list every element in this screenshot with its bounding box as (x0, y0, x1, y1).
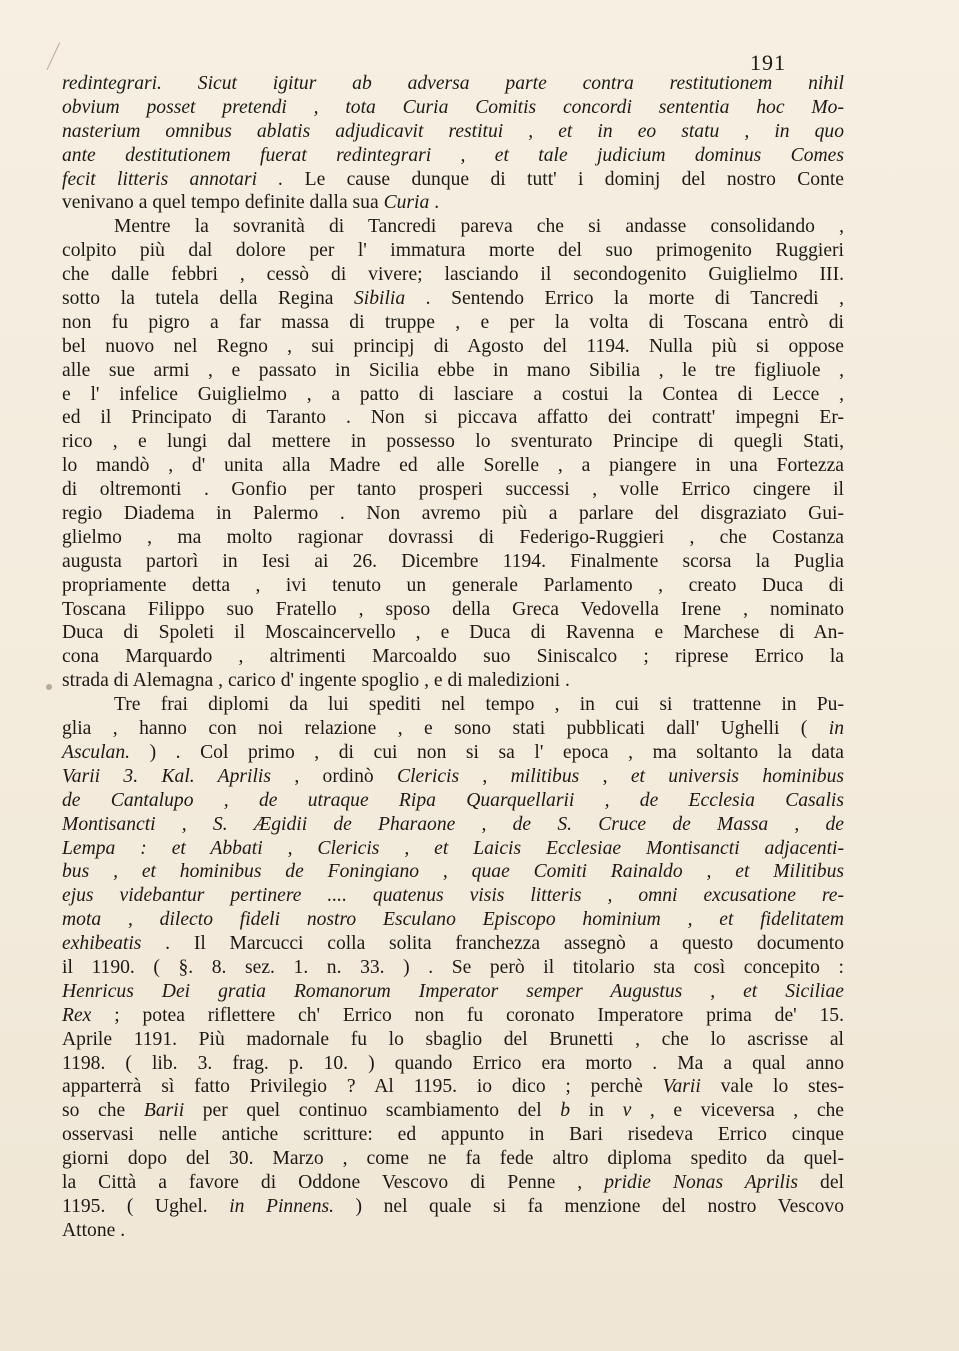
text-line (62, 406, 844, 430)
italic-text-segment: de Cantalupo , de utraque Ripa Quarquellarii , de Ecclesia Casalis (62, 789, 844, 811)
text-line (62, 621, 844, 645)
text-segment: Mentre la sovranità di Tancredi pareva che si andasse consolidando , (114, 216, 844, 238)
margin-ink-dot (46, 684, 52, 690)
text-line (62, 789, 844, 813)
text-line (62, 1123, 844, 1147)
italic-text-segment: ejus videbantur pertinere .... quatenus visis litteris , omni excusatione re- (62, 885, 844, 907)
italic-text-segment: ante destitutionem fuerat redintegrari , et tale judicium dominus Comes (62, 144, 844, 166)
text-line (62, 215, 844, 239)
text-line (62, 669, 844, 693)
text-line (62, 430, 844, 454)
text-segment: strada di Alemagna , carico d' ingente spoglio , e di maledizioni . (62, 670, 570, 692)
text-line (62, 1219, 844, 1243)
text-line (62, 1075, 844, 1099)
text-line (62, 359, 844, 383)
text-line (62, 813, 844, 837)
italic-text-segment: in (828, 718, 844, 740)
italic-text-segment: Montisancti , S. Ægidii de Pharaone , de S. Cruce de Massa , de (62, 813, 844, 835)
text-line (62, 693, 844, 717)
text-segment: sotto la tutela della Regina (62, 288, 354, 310)
body-text (62, 72, 844, 1243)
italic-text-segment: Asculan. (62, 741, 131, 763)
text-segment: del (798, 1171, 844, 1193)
italic-text-segment: Curia (383, 192, 430, 214)
text-line (62, 287, 844, 311)
italic-text-segment: militibus (510, 765, 580, 787)
text-line (62, 144, 844, 168)
text-line (62, 908, 844, 932)
text-line (62, 454, 844, 478)
text-segment: . (429, 192, 440, 214)
text-line (62, 956, 844, 980)
text-line (62, 1052, 844, 1076)
text-segment: apparterrà sì fatto Privilegio ? Al 1195. io dico ; perchè (62, 1076, 663, 1098)
text-segment: 1195. ( Ughel. (62, 1195, 230, 1217)
text-segment: 1198. ( lib. 3. frag. p. 10. ) quando Errico era morto . Ma a qual anno (62, 1052, 844, 1074)
text-line (62, 478, 844, 502)
text-line (62, 311, 844, 335)
text-segment: cona Marquardo , altrimenti Marcoaldo suo Siniscalco ; riprese Errico la (62, 646, 844, 668)
text-line (62, 598, 844, 622)
text-line (62, 1147, 844, 1171)
italic-text-segment: in Pinnens. (229, 1195, 335, 1217)
italic-text-segment: Sicut igitur ab adversa parte contra restitutionem nihil (197, 73, 844, 94)
text-segment: so che (62, 1100, 144, 1122)
text-segment: . Il Marcucci colla solita franchezza assegnò a questo documento (141, 933, 844, 955)
text-line (62, 72, 844, 96)
text-line (62, 1004, 844, 1028)
italic-text-segment: Henricus Dei gratia Romanorum Imperator semper Augustus , et Siciliae (62, 980, 844, 1002)
text-segment: , (579, 765, 631, 787)
italic-text-segment: mota , dilecto fideli nostro Esculano Episcopo hominium , et fidelitatem (62, 909, 844, 931)
text-line (62, 502, 844, 526)
text-segment: regio Diadema in Palermo . Non avremo più a parlare del disgraziato Gui- (62, 503, 844, 525)
italic-text-segment: b (560, 1100, 571, 1122)
text-segment: Toscana Filippo suo Fratello , sposo della Greca Vedovella Irene , nominato (62, 598, 844, 620)
text-line (62, 574, 844, 598)
text-line (62, 526, 844, 550)
text-segment: il 1190. ( §. 8. sez. 1. n. 33. ) . Se però il titolario sta così concepito : (62, 956, 844, 978)
text-segment: Tre frai diplomi da lui spediti nel tempo , in cui si trattenne in Pu- (114, 694, 844, 716)
text-segment: Duca di Spoleti il Moscaincervello , e Duca di Ravenna e Marchese di An- (62, 622, 844, 644)
text-segment: bel nuovo nel Regno , sui principj di Agosto del 1194. Nulla più si oppose (62, 335, 844, 357)
text-segment: lo mandò , d' unita alla Madre ed alle Sorelle , a piangere in una Fortezza (62, 455, 844, 477)
text-segment: , e viceversa , che (631, 1100, 845, 1122)
italic-text-segment: v (622, 1100, 632, 1122)
text-segment: per quel continuo scambiamento del (184, 1100, 561, 1122)
text-segment: alle sue armi , e passato in Sicilia ebbe in mano Sibilia , le tre figliuole , (62, 359, 844, 381)
text-line (62, 239, 844, 263)
italic-text-segment: Rex (62, 1004, 92, 1026)
text-line (62, 741, 844, 765)
text-segment: augusta partorì in Iesi ai 26. Dicembre 1194. Finalmente scorsa la Puglia (62, 550, 844, 572)
text-line (62, 168, 844, 192)
text-segment: osservasi nelle antiche scritture: ed appunto in Bari risedeva Errico cinque (62, 1124, 844, 1146)
text-segment: . Sentendo Errico la morte di Tancredi , (405, 288, 844, 310)
text-line (62, 884, 844, 908)
text-line (62, 1028, 844, 1052)
text-line (62, 837, 844, 861)
text-line (62, 1171, 844, 1195)
text-segment: rico , e lungi dal mettere in possesso lo sventurato Principe di quegli Stati, (62, 431, 844, 453)
text-segment: , (459, 765, 511, 787)
text-line (62, 980, 844, 1004)
text-segment: Aprile 1191. Più madornale fu lo sbaglio del Brunetti , che lo ascrisse al (62, 1028, 844, 1050)
text-line (62, 263, 844, 287)
italic-text-segment: Sibilia (353, 288, 406, 310)
text-segment: Attone . (62, 1219, 126, 1241)
text-line (62, 120, 844, 144)
text-line (62, 191, 844, 215)
text-segment: ) . Col primo , di cui non si sa l' epoca , ma soltanto la data (130, 741, 844, 763)
italic-text-segment: Barii (143, 1100, 185, 1122)
text-segment: ed il Principato di Taranto . Non si piccava affatto dei contratt' impegni Er- (62, 407, 844, 429)
text-segment: ; potea riflettere ch' Errico non fu coronato Imperatore prima de' 15. (91, 1004, 844, 1026)
italic-text-segment: exhibeatis (62, 933, 142, 955)
italic-text-segment: Clericis (397, 765, 460, 787)
text-segment: e l' infelice Guiglielmo , a patto di lasciare a costui la Contea di Lecce , (62, 383, 844, 405)
text-segment: non fu pigro a far massa di truppe , e per la volta di Toscana entrò di (62, 311, 844, 333)
text-segment: che dalle febbri , cessò di vivere; lasciando il secondogenito Guiglielmo III. (62, 264, 844, 286)
italic-text-segment: Varii 3. Kal. Aprilis (62, 765, 271, 787)
text-segment: in (570, 1100, 623, 1122)
text-line (62, 550, 844, 574)
text-segment: Le cause dunque di tutt' i dominj del nostro Conte (304, 168, 845, 190)
italic-text-segment: bus , et hominibus de Foningiano , quae Comiti Rainaldo , et Militibus (62, 861, 844, 883)
text-line (62, 932, 844, 956)
text-segment: colpito più dal dolore per l' immatura morte del suo primogenito Ruggieri (62, 240, 844, 262)
italic-text-segment: et universis hominibus (630, 765, 845, 787)
text-line (62, 1195, 844, 1219)
text-segment: venivano a quel tempo definite dalla sua (62, 192, 384, 214)
italic-text-segment: redintegrari. (62, 73, 198, 94)
text-segment: , ordinò (271, 765, 398, 787)
text-line (62, 717, 844, 741)
text-line (62, 765, 844, 789)
italic-text-segment: pridie Nonas Aprilis (604, 1171, 799, 1193)
text-line (62, 383, 844, 407)
text-segment: la Città a favore di Oddone Vescovo di Penne , (62, 1171, 605, 1193)
text-line (62, 860, 844, 884)
text-segment: giorni dopo del 30. Marzo , come ne fa fede altro diploma spedito da quel- (62, 1148, 844, 1170)
text-line (62, 1099, 844, 1123)
italic-text-segment: nasterium omnibus ablatis adjudicavit restitui , et in eo statu , in quo (62, 120, 844, 142)
page-number: 191 (750, 50, 786, 75)
italic-text-segment: obvium posset pretendi , tota Curia Comitis concordi sententia hoc Mo- (62, 96, 844, 118)
text-segment: di oltremonti . Gonfio per tanto prosperi successi , volle Errico cingere il (62, 479, 844, 501)
italic-text-segment: Lempa : et Abbati , Clericis , et Laicis Ecclesiae Montisancti adjacenti- (62, 837, 844, 859)
text-segment: ) nel quale si fa menzione del nostro Vescovo (334, 1195, 845, 1217)
italic-text-segment: fecit litteris annotari . (62, 168, 305, 190)
text-line (62, 645, 844, 669)
text-line (62, 96, 844, 120)
text-segment: glielmo , ma molto ragionar dovrassi di Federigo-Ruggieri , che Costanza (62, 526, 844, 548)
text-segment: vale lo stes- (700, 1076, 844, 1098)
text-segment: glia , hanno con noi relazione , e sono stati pubblicati dall' Ughelli ( (62, 718, 829, 740)
text-segment: propriamente detta , ivi tenuto un generale Parlamento , creato Duca di (62, 574, 844, 596)
italic-text-segment: Varii (662, 1076, 701, 1098)
text-line (62, 335, 844, 359)
